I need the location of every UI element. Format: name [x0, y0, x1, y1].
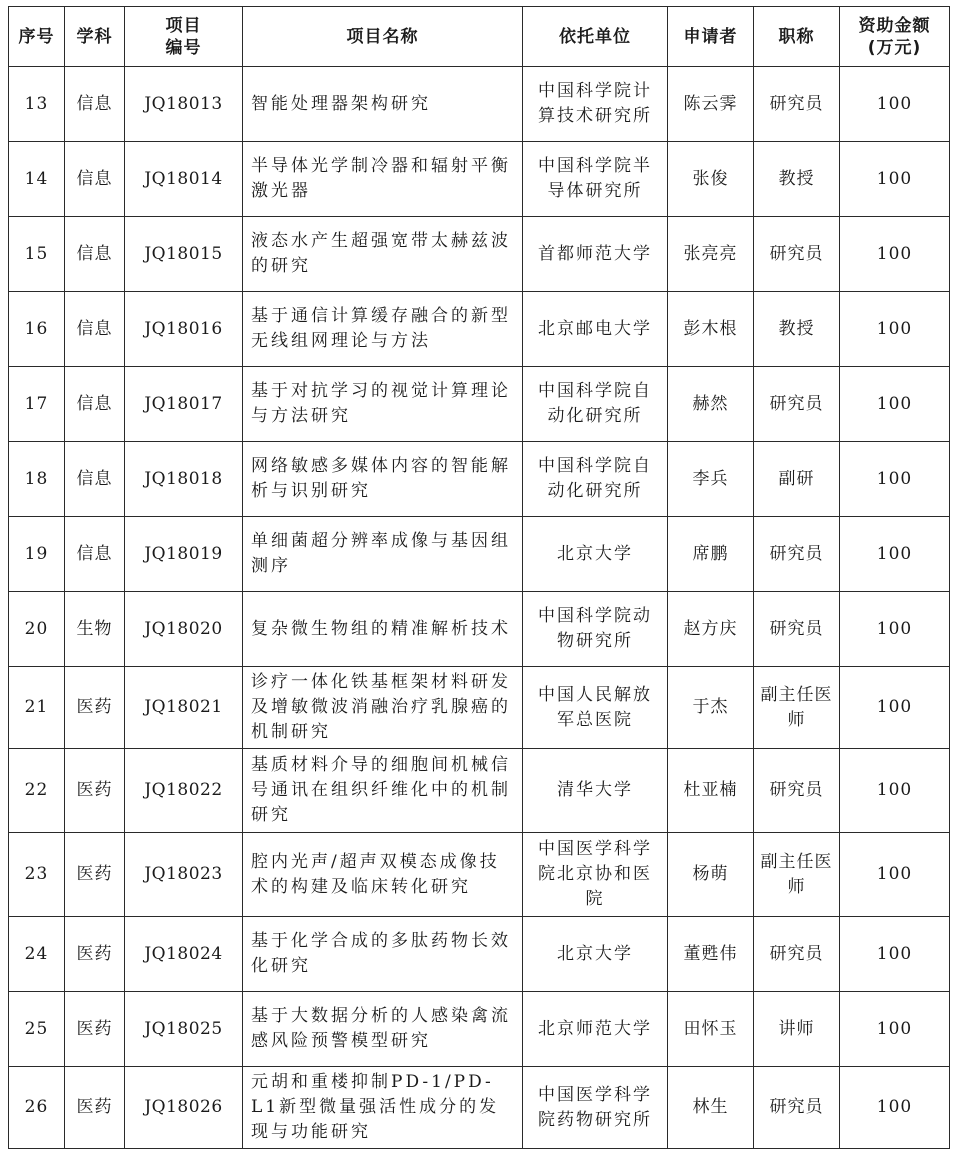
cell-applicant: 董甦伟	[668, 917, 754, 992]
cell-code: JQ18026	[125, 1067, 243, 1149]
cell-amount: 100	[840, 292, 950, 367]
cell-index: 18	[9, 442, 65, 517]
cell-project-name: 腔内光声/超声双模态成像技术的构建及临床转化研究	[243, 833, 523, 917]
cell-project-name: 元胡和重楼抑制PD-1/PD-L1新型微量强活性成分的发现与功能研究	[243, 1067, 523, 1149]
cell-subject: 生物	[65, 592, 125, 667]
cell-title: 研究员	[754, 217, 840, 292]
cell-code: JQ18017	[125, 367, 243, 442]
cell-project-name: 基于大数据分析的人感染禽流感风险预警模型研究	[243, 992, 523, 1067]
cell-subject: 信息	[65, 442, 125, 517]
cell-subject: 医药	[65, 1067, 125, 1149]
cell-amount: 100	[840, 917, 950, 992]
cell-amount: 100	[840, 442, 950, 517]
cell-project-name: 复杂微生物组的精准解析技术	[243, 592, 523, 667]
table-row	[9, 292, 950, 367]
cell-project-name: 液态水产生超强宽带太赫兹波的研究	[243, 217, 523, 292]
cell-title: 研究员	[754, 1067, 840, 1149]
cell-index: 26	[9, 1067, 65, 1149]
cell-amount: 100	[840, 217, 950, 292]
table-body	[9, 67, 950, 1149]
cell-project-name: 智能处理器架构研究	[243, 67, 523, 142]
cell-subject: 医药	[65, 833, 125, 917]
cell-title: 研究员	[754, 592, 840, 667]
cell-amount: 100	[840, 992, 950, 1067]
cell-applicant: 张俊	[668, 142, 754, 217]
cell-code: JQ18019	[125, 517, 243, 592]
cell-project-name: 网络敏感多媒体内容的智能解析与识别研究	[243, 442, 523, 517]
cell-title: 研究员	[754, 917, 840, 992]
cell-index: 14	[9, 142, 65, 217]
cell-index: 25	[9, 992, 65, 1067]
table-header-row	[9, 7, 950, 67]
cell-subject: 医药	[65, 917, 125, 992]
cell-applicant: 于杰	[668, 667, 754, 749]
cell-unit: 中国人民解放军总医院	[523, 667, 668, 749]
cell-index: 22	[9, 749, 65, 833]
header-unit: 依托单位	[523, 7, 668, 67]
cell-code: JQ18014	[125, 142, 243, 217]
cell-unit: 北京师范大学	[523, 992, 668, 1067]
cell-subject: 医药	[65, 749, 125, 833]
cell-project-name: 基于通信计算缓存融合的新型无线组网理论与方法	[243, 292, 523, 367]
table-row	[9, 917, 950, 992]
cell-index: 16	[9, 292, 65, 367]
cell-subject: 医药	[65, 667, 125, 749]
cell-project-name: 半导体光学制冷器和辐射平衡激光器	[243, 142, 523, 217]
cell-applicant: 田怀玉	[668, 992, 754, 1067]
cell-title: 研究员	[754, 67, 840, 142]
table-row	[9, 667, 950, 749]
table-row	[9, 67, 950, 142]
cell-index: 19	[9, 517, 65, 592]
cell-unit: 中国科学院半导体研究所	[523, 142, 668, 217]
cell-index: 17	[9, 367, 65, 442]
cell-applicant: 席鹏	[668, 517, 754, 592]
cell-applicant: 杨萌	[668, 833, 754, 917]
cell-index: 15	[9, 217, 65, 292]
cell-title: 讲师	[754, 992, 840, 1067]
cell-subject: 信息	[65, 67, 125, 142]
cell-index: 20	[9, 592, 65, 667]
cell-applicant: 杜亚楠	[668, 749, 754, 833]
header-code-line1: 项目	[165, 15, 202, 36]
cell-unit: 中国医学科学院北京协和医院	[523, 833, 668, 917]
header-amount-line1: 资助金额	[858, 15, 931, 36]
table-row	[9, 992, 950, 1067]
table-row	[9, 442, 950, 517]
funding-table	[8, 6, 950, 1149]
cell-code: JQ18024	[125, 917, 243, 992]
cell-project-name: 基于化学合成的多肽药物长效化研究	[243, 917, 523, 992]
cell-amount: 100	[840, 1067, 950, 1149]
cell-title: 教授	[754, 142, 840, 217]
cell-code: JQ18021	[125, 667, 243, 749]
cell-applicant: 林生	[668, 1067, 754, 1149]
cell-index: 23	[9, 833, 65, 917]
header-code	[125, 7, 243, 67]
table-row	[9, 1067, 950, 1149]
header-title: 职称	[754, 7, 840, 67]
cell-index: 13	[9, 67, 65, 142]
cell-unit: 清华大学	[523, 749, 668, 833]
cell-code: JQ18022	[125, 749, 243, 833]
cell-amount: 100	[840, 833, 950, 917]
cell-unit: 中国医学科学院药物研究所	[523, 1067, 668, 1149]
cell-amount: 100	[840, 367, 950, 442]
cell-code: JQ18018	[125, 442, 243, 517]
cell-subject: 信息	[65, 292, 125, 367]
cell-project-name: 基于对抗学习的视觉计算理论与方法研究	[243, 367, 523, 442]
cell-unit: 中国科学院自动化研究所	[523, 367, 668, 442]
header-applicant: 申请者	[668, 7, 754, 67]
cell-applicant: 陈云霁	[668, 67, 754, 142]
cell-subject: 信息	[65, 367, 125, 442]
cell-subject: 信息	[65, 517, 125, 592]
cell-index: 21	[9, 667, 65, 749]
cell-subject: 信息	[65, 217, 125, 292]
header-project-name: 项目名称	[243, 7, 523, 67]
cell-applicant: 张亮亮	[668, 217, 754, 292]
cell-title: 研究员	[754, 749, 840, 833]
cell-title: 副主任医师	[754, 667, 840, 749]
cell-title: 教授	[754, 292, 840, 367]
cell-code: JQ18015	[125, 217, 243, 292]
header-amount-line2: (万元)	[867, 37, 922, 58]
cell-subject: 信息	[65, 142, 125, 217]
cell-amount: 100	[840, 592, 950, 667]
table-row	[9, 517, 950, 592]
cell-project-name: 单细菌超分辨率成像与基因组测序	[243, 517, 523, 592]
cell-code: JQ18020	[125, 592, 243, 667]
cell-code: JQ18013	[125, 67, 243, 142]
cell-code: JQ18023	[125, 833, 243, 917]
cell-applicant: 赵方庆	[668, 592, 754, 667]
cell-amount: 100	[840, 67, 950, 142]
cell-index: 24	[9, 917, 65, 992]
cell-title: 副研	[754, 442, 840, 517]
cell-unit: 北京大学	[523, 517, 668, 592]
cell-title: 研究员	[754, 367, 840, 442]
cell-project-name: 诊疗一体化铁基框架材料研发及增敏微波消融治疗乳腺癌的机制研究	[243, 667, 523, 749]
cell-project-name: 基质材料介导的细胞间机械信号通讯在组织纤维化中的机制研究	[243, 749, 523, 833]
cell-code: JQ18025	[125, 992, 243, 1067]
cell-amount: 100	[840, 667, 950, 749]
table-row	[9, 749, 950, 833]
table-row	[9, 217, 950, 292]
cell-unit: 北京大学	[523, 917, 668, 992]
table-row	[9, 592, 950, 667]
header-amount	[840, 7, 950, 67]
cell-unit: 中国科学院自动化研究所	[523, 442, 668, 517]
cell-title: 研究员	[754, 517, 840, 592]
cell-subject: 医药	[65, 992, 125, 1067]
cell-applicant: 李兵	[668, 442, 754, 517]
cell-title: 副主任医师	[754, 833, 840, 917]
table-row	[9, 833, 950, 917]
cell-applicant: 彭木根	[668, 292, 754, 367]
cell-amount: 100	[840, 142, 950, 217]
header-index: 序号	[9, 7, 65, 67]
cell-unit: 中国科学院计算技术研究所	[523, 67, 668, 142]
header-subject: 学科	[65, 7, 125, 67]
cell-code: JQ18016	[125, 292, 243, 367]
cell-amount: 100	[840, 749, 950, 833]
table-row	[9, 142, 950, 217]
header-code-line2: 编号	[165, 37, 202, 58]
cell-applicant: 赫然	[668, 367, 754, 442]
table-row	[9, 367, 950, 442]
cell-unit: 首都师范大学	[523, 217, 668, 292]
cell-unit: 北京邮电大学	[523, 292, 668, 367]
cell-amount: 100	[840, 517, 950, 592]
cell-unit: 中国科学院动物研究所	[523, 592, 668, 667]
funding-table-container	[8, 6, 950, 1149]
